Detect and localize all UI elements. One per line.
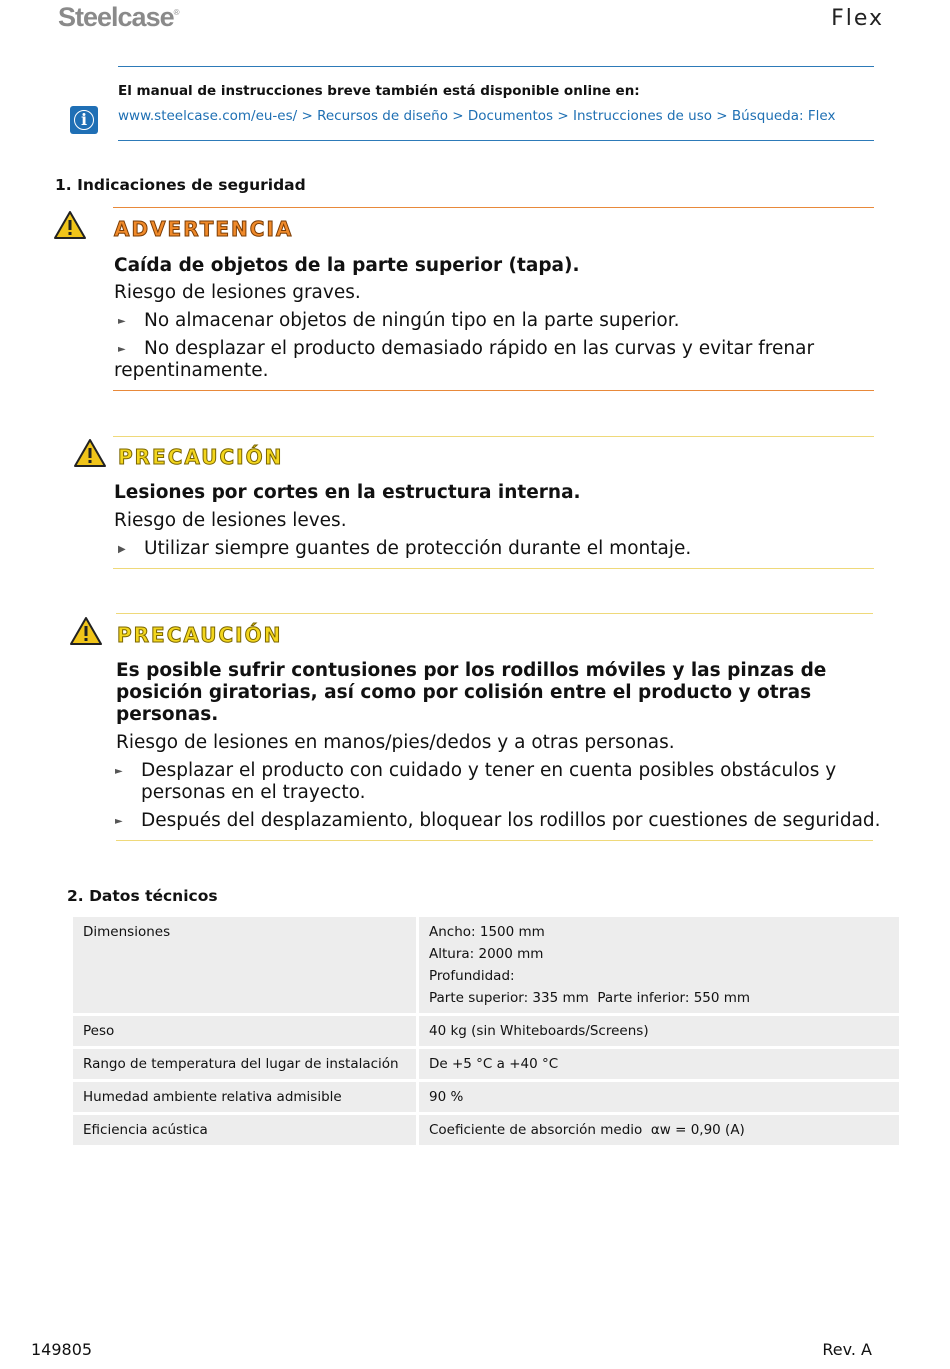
divider	[113, 568, 874, 569]
table-cell-name: Humedad ambiente relativa admisible	[73, 1082, 416, 1112]
divider	[116, 840, 873, 841]
divider	[118, 140, 874, 141]
caution-hazard-line: personas.	[116, 704, 219, 725]
caution-hazard: Lesiones por cortes en la estructura interna.	[114, 482, 581, 503]
online-manual-link[interactable]: www.steelcase.com/eu-es/ > Recursos de diseño > Documentos > Instrucciones de uso > Búsqueda: Flex	[118, 108, 836, 124]
warning-hazard: Caída de objetos de la parte superior (tapa).	[114, 255, 580, 276]
caution-risk: Riesgo de lesiones leves.	[114, 510, 347, 531]
table-cell-value: De +5 °C a +40 °C	[419, 1049, 899, 1079]
table-row	[73, 917, 899, 1013]
bullet-arrow-icon: ►	[118, 316, 126, 327]
table-row	[73, 1082, 899, 1112]
warning-triangle-icon	[69, 616, 103, 646]
bullet-arrow-icon: ►	[115, 766, 123, 777]
table-cell-name: Eficiencia acústica	[73, 1115, 416, 1145]
bullet-arrow-icon: ►	[118, 344, 126, 355]
table-cell-value: 90 %	[419, 1082, 899, 1112]
table-cell-value: 40 kg (sin Whiteboards/Screens)	[419, 1016, 899, 1046]
warning-risk: Riesgo de lesiones graves.	[114, 282, 361, 303]
table-cell-name: Rango de temperatura del lugar de instalación	[73, 1049, 416, 1079]
technical-data-table	[73, 917, 899, 1148]
bullet-arrow-icon: ▶	[118, 544, 126, 555]
caution-bullet: ► Desplazar el producto con cuidado y tener en cuenta posibles obstáculos y	[111, 760, 836, 783]
product-name: Flex	[831, 6, 884, 31]
brand-logo: Steelcase®	[58, 2, 179, 32]
warning-triangle-icon	[53, 210, 87, 240]
warning-triangle-icon	[73, 438, 107, 468]
section-title-technical-data: 2. Datos técnicos	[67, 887, 218, 905]
caution-hazard-line: posición giratorias, así como por colisión entre el producto y otras	[116, 682, 812, 703]
caution-label: PRECAUCIÓN	[118, 445, 284, 469]
revision-label: Rev. A	[822, 1340, 872, 1359]
warning-bullet: ► No almacenar objetos de ningún tipo en la parte superior.	[114, 310, 680, 333]
warning-bullet: ► No desplazar el producto demasiado rápido en las curvas y evitar frenar	[114, 338, 814, 361]
table-cell-value	[419, 917, 899, 1013]
online-manual-title: El manual de instrucciones breve también está disponible online en:	[118, 83, 640, 99]
warning-bullet-continuation: repentinamente.	[114, 360, 269, 381]
bullet-arrow-icon: ►	[115, 816, 123, 827]
value-line: Profundidad:	[429, 968, 515, 984]
caution-bullet: ► Después del desplazamiento, bloquear los rodillos por cuestiones de seguridad.	[111, 810, 881, 833]
divider	[118, 66, 874, 67]
section-title-safety: 1. Indicaciones de seguridad	[55, 176, 306, 194]
table-cell-name: Dimensiones	[73, 917, 416, 1013]
warning-label: ADVERTENCIA	[114, 217, 294, 241]
table-cell-value: Coeficiente de absorción medio αw = 0,90 (A)	[419, 1115, 899, 1145]
divider	[116, 613, 873, 614]
document-number: 149805	[31, 1340, 93, 1359]
value-line: Altura: 2000 mm	[429, 946, 544, 962]
divider	[113, 390, 874, 391]
info-icon: i	[70, 106, 98, 134]
table-row	[73, 1115, 899, 1145]
caution-risk: Riesgo de lesiones en manos/pies/dedos y a otras personas.	[116, 732, 675, 753]
caution-bullet-continuation: personas en el trayecto.	[141, 782, 366, 803]
divider	[113, 207, 874, 208]
table-row	[73, 1049, 899, 1079]
divider	[113, 436, 874, 437]
value-line: Ancho: 1500 mm	[429, 924, 545, 940]
caution-bullet: ▶ Utilizar siempre guantes de protección durante el montaje.	[114, 538, 691, 561]
table-row	[73, 1016, 899, 1046]
caution-label: PRECAUCIÓN	[117, 623, 283, 647]
caution-hazard-line: Es posible sufrir contusiones por los rodillos móviles y las pinzas de	[116, 660, 827, 681]
value-line: Parte superior: 335 mm Parte inferior: 550 mm	[429, 990, 751, 1006]
table-cell-name: Peso	[73, 1016, 416, 1046]
